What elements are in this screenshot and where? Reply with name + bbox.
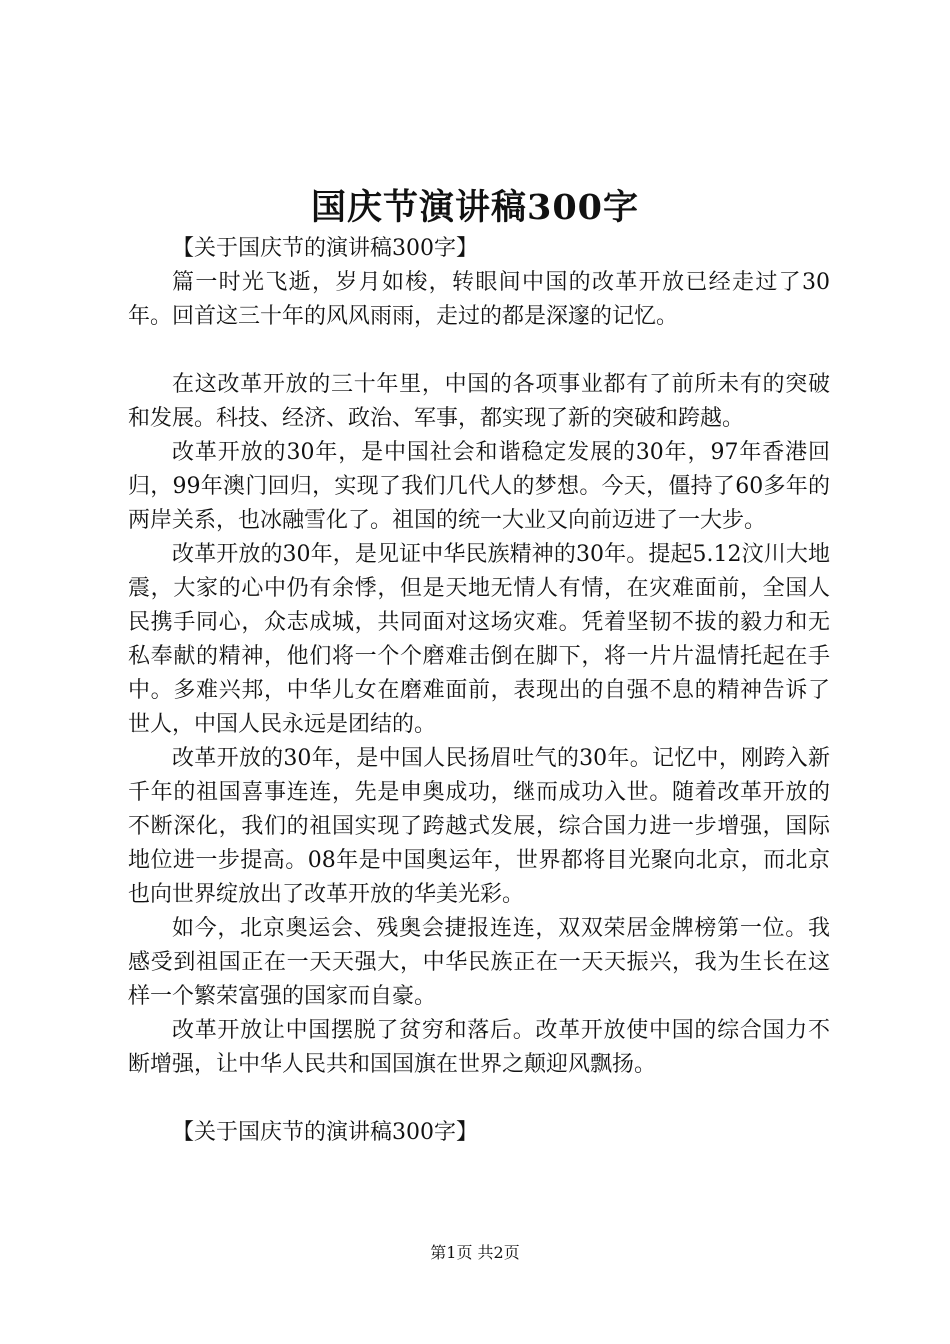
paragraph-4: 改革开放的30年，是见证中华民族精神的30年。提起5.12汶川大地震，大家的心中仍有余悸，但是天地无情人有情，在灾难面前，全国人民携手同心，众志成城，共同面对这场灾难。凭着坚韧不拔的毅力和无私奉献的精神，他们将一个个磨难击倒在脚下，将一片片温情托起在手中。多难兴邦，中华儿女在磨难面前，表现出的自强不息的精神告诉了世人，中国人民永远是团结的。 — [128, 542, 830, 737]
paragraph-7: 改革开放让中国摆脱了贫穷和落后。改革开放使中国的综合国力不断增强，让中华人民共和国国旗在世界之颠迎风飘扬。 — [128, 1018, 830, 1077]
paragraph-3: 改革开放的30年，是中国社会和谐稳定发展的30年，97年香港回归，99年澳门回归，实现了我们几代人的梦想。今天，僵持了60多年的两岸关系，也冰融雪化了。祖国的统一大业又向前迈进了一大步。 — [128, 440, 830, 533]
paragraph-1: 篇一时光飞逝，岁月如梭，转眼间中国的改革开放已经走过了30年。回首这三十年的风风雨雨，走过的都是深邃的记忆。 — [128, 270, 830, 329]
section-heading-repeat: 【关于国庆节的演讲稿300字】 — [172, 1120, 478, 1145]
blank-line — [128, 334, 830, 368]
document-body — [128, 232, 830, 1150]
paragraph-5: 改革开放的30年，是中国人民扬眉吐气的30年。记忆中，刚跨入新千年的祖国喜事连连，先是申奥成功，继而成功入世。随着改革开放的不断深化，我们的祖国实现了跨越式发展，综合国力进一步增强，国际地位进一步提高。08年是中国奥运年，世界都将目光聚向北京，而北京也向世界绽放出了改革开放的华美光彩。 — [128, 746, 830, 907]
document-title: 国庆节演讲稿300字 — [310, 187, 640, 228]
paragraph-2: 在这改革开放的三十年里，中国的各项事业都有了前所未有的突破和发展。科技、经济、政治、军事，都实现了新的突破和跨越。 — [128, 372, 830, 431]
page-number-footer: 第1页 共2页 — [430, 1243, 520, 1262]
section-heading: 【关于国庆节的演讲稿300字】 — [172, 236, 478, 261]
blank-line — [128, 1082, 830, 1116]
paragraph-6: 如今，北京奥运会、残奥会捷报连连，双双荣居金牌榜第一位。我感受到祖国正在一天天强大，中华民族正在一天天振兴，我为生长在这样一个繁荣富强的国家而自豪。 — [128, 916, 830, 1009]
